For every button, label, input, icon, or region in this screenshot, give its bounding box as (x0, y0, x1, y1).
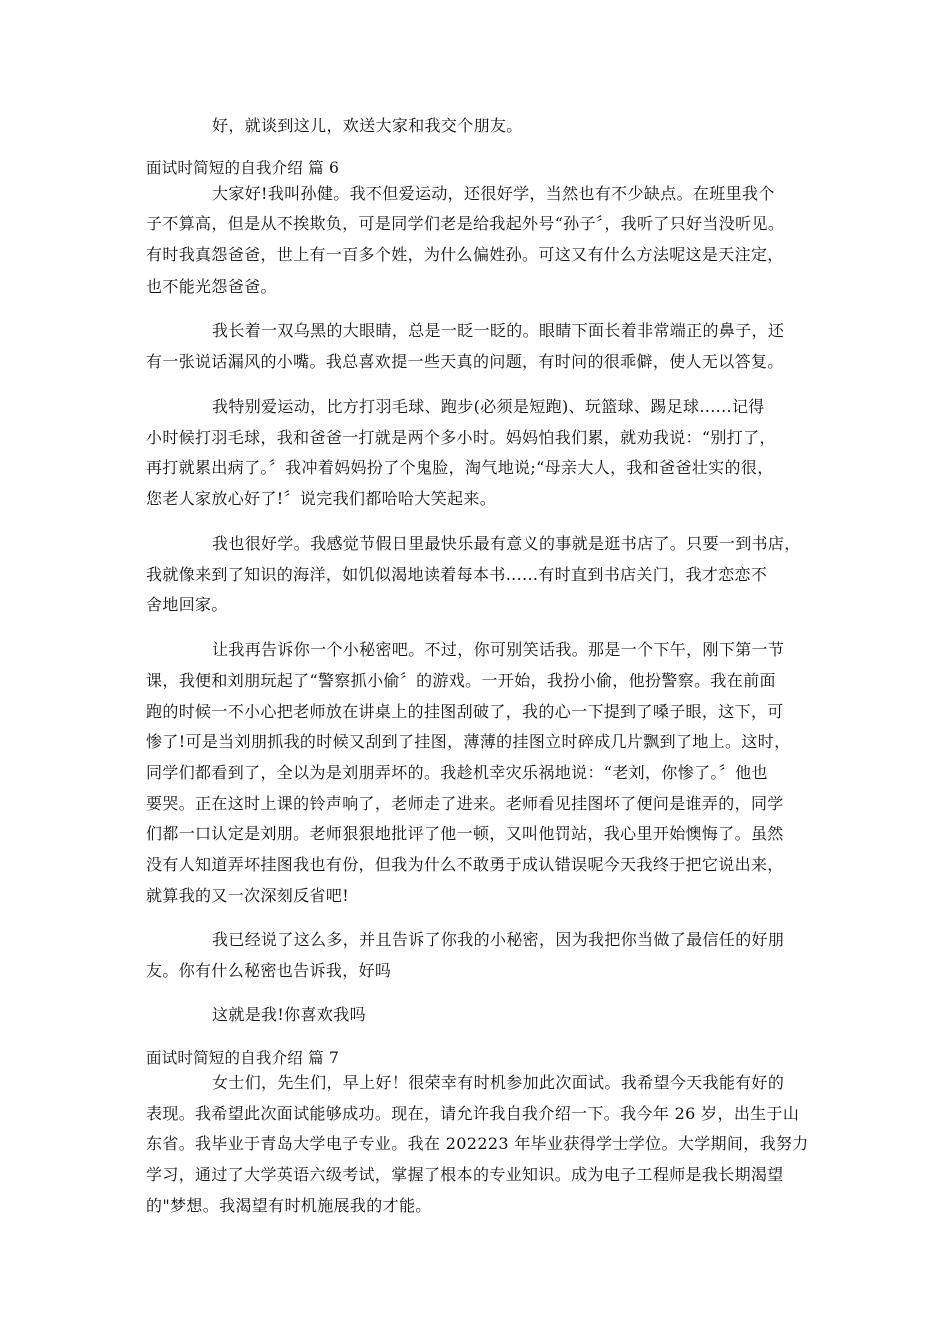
section-heading: 面试时简短的自我介绍 篇 7 (146, 1049, 340, 1067)
paragraph-line: 再打就累出病了。〞我冲着妈妈扮了个鬼脸，淘气地说;“母亲大人，我和爸爸壮实的很， (146, 458, 774, 477)
paragraph-line: 们都一口认定是刘朋。老师狠狠地批评了他一顿，又叫他罚站，我心里开始懊悔了。虽然 (146, 824, 784, 843)
paragraph-line: 我特别爱运动，比方打羽毛球、跑步(必须是短跑)、玩篮球、踢足球......记得 (212, 397, 765, 416)
paragraph-line: 我已经说了这么多，并且告诉了你我的小秘密，因为我把你当做了最信任的好朋 (212, 930, 785, 949)
paragraph-line: 没有人知道弄坏挂图我也有份，但我为什么不敢勇于成认错误呢今天我终于把它说出来， (146, 855, 784, 874)
paragraph-line: 舍地回家。 (146, 595, 228, 614)
paragraph-line: 也不能光怨爸爸。 (146, 277, 277, 296)
paragraph-line: 子不算高，但是从不挨欺负，可是同学们老是给我起外号“孙子〞，我听了只好当没听见。 (146, 214, 785, 233)
paragraph-line: 的"梦想。我渴望有时机施展我的才能。 (146, 1196, 432, 1215)
paragraph-line: 友。你有什么秘密也告诉我，好吗 (146, 961, 392, 980)
paragraph-line: 要哭。正在这时上课的铃声响了，老师走了进来。老师看见挂图坏了便问是谁弄的，同学 (146, 794, 784, 813)
paragraph-line: 惨了!可是当刘朋抓我的时候又刮到了挂图，薄薄的挂图立时碎成几片飘到了地上。这时， (146, 732, 791, 751)
paragraph-line: 大家好!我叫孙健。我不但爱运动，还很好学，当然也有不少缺点。在班里我个 (212, 184, 775, 203)
paragraph-line: 这就是我!你喜欢我吗 (212, 1005, 366, 1024)
paragraph-line: 我也很好学。我感觉节假日里最快乐最有意义的事就是逛书店了。只要一到书店， (212, 534, 801, 553)
paragraph-line: 我就像来到了知识的海洋，如饥似渴地读着每本书......有时直到书店关门，我才恋恋不 (146, 565, 768, 584)
paragraph-line: 学习，通过了大学英语六级考试，掌握了根本的专业知识。成为电子工程师是我长期渴望 (146, 1165, 784, 1184)
paragraph-line: 女士们，先生们，早上好！很荣幸有时机参加此次面试。我希望今天我能有好的 (212, 1073, 785, 1092)
paragraph-line: 表现。我希望此次面试能够成功。现在，请允许我自我介绍一下。我今年 26 岁，出生于山 (146, 1104, 800, 1123)
paragraph-line: 有一张说话漏风的小嘴。我总喜欢提一些天真的问题，有时问的很乖僻，使人无以答复。 (146, 352, 784, 371)
paragraph-line: 同学们都看到了，全以为是刘朋弄坏的。我趁机幸灾乐祸地说：“老刘，你惨了。〞他也 (146, 763, 768, 782)
paragraph-line: 让我再告诉你一个小秘密吧。不过，你可别笑话我。那是一个下午，刚下第一节 (212, 640, 785, 659)
paragraph-line: 东省。我毕业于青岛大学电子专业。我在 202223 年毕业获得学士学位。大学期间，我努力 (146, 1134, 809, 1153)
paragraph-line: 我长着一双乌黑的大眼睛，总是一眨一眨的。眼睛下面长着非常端正的鼻子，还 (212, 321, 785, 340)
paragraph-line: 跑的时候一不小心把老师放在讲桌上的挂图刮破了，我的心一下提到了嗓子眼，这下，可 (146, 702, 784, 721)
paragraph-line: 有时我真怨爸爸，世上有一百多个姓，为什么偏姓孙。可这又有什么方法呢这是天注定， (146, 245, 784, 264)
paragraph-line: 就算我的又一次深刻反省吧! (146, 886, 349, 905)
paragraph-line: 好，就谈到这儿，欢送大家和我交个朋友。 (212, 116, 523, 135)
paragraph-line: 课，我便和刘朋玩起了“警察抓小偷〞的游戏。一开始，我扮小偷，他扮警察。我在前面 (146, 671, 776, 690)
section-heading: 面试时简短的自我介绍 篇 6 (146, 159, 340, 177)
paragraph-line: 小时候打羽毛球，我和爸爸一打就是两个多小时。妈妈怕我们累，就劝我说：“别打了， (146, 428, 776, 447)
paragraph-line: 您老人家放心好了!〞说完我们都哈哈大笑起来。 (146, 489, 497, 508)
